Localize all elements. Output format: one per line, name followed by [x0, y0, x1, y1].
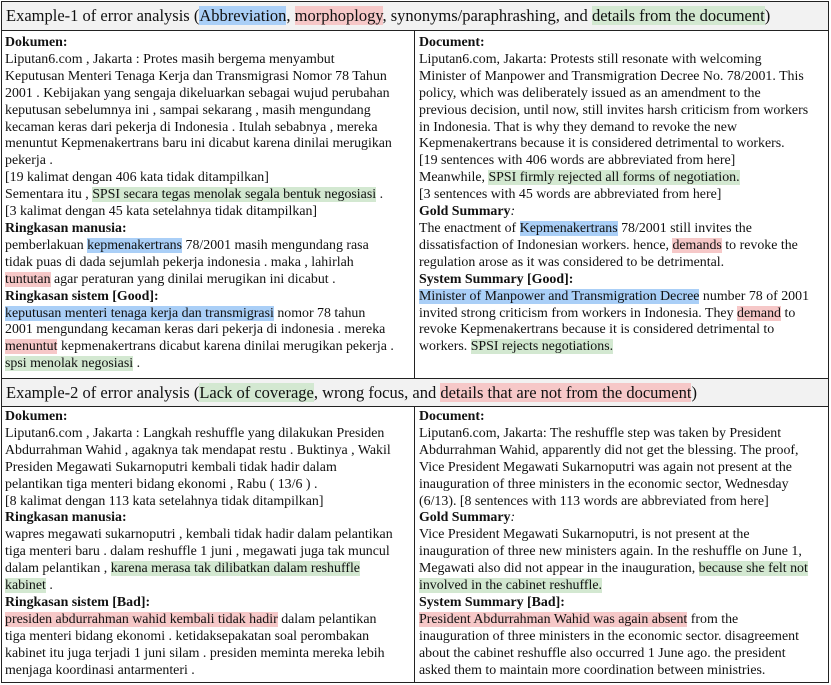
- document-line: [3 kalimat dengan 45 kata setelahnya tidak ditampilkan]: [5, 204, 318, 220]
- document-line: [419, 170, 828, 187]
- document-line: inauguration of three ministers in the economic sector, Wednesday: [419, 476, 789, 492]
- system-summary-label: Ringkasan sistem [Good]:: [5, 288, 159, 304]
- summary-line: asked them to maintain more coordination between ministries.: [419, 662, 766, 678]
- document-line: [19 kalimat dengan 406 kata tidak ditampilkan]: [5, 170, 269, 186]
- text: invited strong criticism from workers in Indonesia. They: [419, 305, 738, 321]
- text: 78/2001 masih mengundang rasa: [182, 237, 369, 253]
- text: workers.: [419, 339, 471, 355]
- summary-line: [419, 238, 828, 255]
- summary-line: [419, 306, 828, 323]
- summary-line: tidak puas di dada sejumlah pekerja indonesia . maka , lahirlah: [5, 254, 354, 270]
- document-line: Liputan6.com , Jakarta : Protes masih bergema menyambut: [5, 51, 335, 67]
- highlight-green: spsi menolak negosiasi: [5, 356, 134, 372]
- text: Sementara itu ,: [5, 187, 93, 203]
- highlight-green: SPSI firmly rejected all forms of negotiation.: [488, 170, 740, 186]
- label-colon: :: [510, 204, 516, 220]
- document-line: Abdurrahman Wahid , agaknya tak mendapat restu . Buktinya , Wakil: [5, 442, 391, 458]
- summary-line: [5, 238, 414, 255]
- summary-line: [419, 289, 828, 306]
- summary-line: [419, 221, 828, 238]
- document-line: [8 kalimat dengan 113 kata setelahnya tidak ditampilkan]: [5, 493, 324, 509]
- dokumen-label: Dokumen:: [5, 35, 68, 50]
- example1-header: [2, 2, 828, 31]
- document-line: Liputan6.com, Jakarta: Protests still resonate with welcoming: [419, 51, 762, 67]
- text: The enactment of: [419, 220, 520, 236]
- text: kepmenakertrans dicabut karena dinilai merugikan pekerja .: [57, 339, 394, 355]
- summary-line: [419, 612, 828, 629]
- document-line: Presiden Megawati Sukarnoputri kembali tidak hadir dalam: [5, 459, 337, 475]
- highlight-red: menuntut: [5, 339, 58, 355]
- header-text: , synonyms/paraphrashing, and: [382, 6, 592, 25]
- label-text: Gold Summary: [419, 204, 511, 220]
- summary-line: 2001 mengundang kecaman keras dari pekerja di indonesia . mereka: [5, 322, 386, 338]
- document-line: pekerja .: [5, 153, 53, 169]
- header-text: , wrong focus, and: [313, 383, 441, 402]
- example1-indonesian-cell: [2, 31, 415, 378]
- summary-line: tiga menteri baru . dalam reshuffle 1 juni , megawati juga tak muncul: [5, 544, 390, 560]
- system-summary-label: System Summary [Bad]:: [419, 594, 565, 610]
- text: number 78 of 2001: [699, 288, 810, 304]
- error-analysis-table: [1, 1, 829, 683]
- highlight-green: karena merasa tak dilibatkan dalam reshuffle: [110, 561, 360, 577]
- header-text: ): [691, 383, 697, 402]
- gold-summary-label: [419, 204, 828, 221]
- summary-line: [419, 339, 828, 356]
- summary-line: [5, 306, 414, 323]
- document-line: kecaman keras dari pekerja di Indonesia . Itulah sebabnya , mereka: [5, 119, 378, 135]
- document-line: policy, which was deliberately issued as an amendment to the: [419, 85, 761, 101]
- header-text: ,: [286, 6, 295, 25]
- document-line: 2001 . Kebijakan yang sengaja dikeluarkan sebagai wujud perubahan: [5, 85, 390, 101]
- highlight-blue: kepmenakertrans: [87, 237, 183, 253]
- label-colon: :: [510, 510, 516, 526]
- summary-line: regulation arose as it was considered to be detrimental.: [419, 254, 725, 270]
- document-line: Abdurrahman Wahid, apparently did not get the blessing. The proof,: [419, 442, 799, 458]
- summary-line: revoke Kepmenakertrans because it is considered detrimental to: [419, 322, 775, 338]
- highlight-green: kabinet: [5, 578, 46, 594]
- text: dalam pelantikan: [277, 611, 377, 627]
- summary-line: [5, 612, 414, 629]
- highlight-green: SPSI rejects negotiations.: [470, 339, 614, 355]
- summary-line: menjaga koordinasi antarmenteri .: [5, 662, 195, 678]
- highlight-blue: keputusan menteri tenaga kerja dan transmigrasi: [5, 305, 274, 321]
- document-line: keputusan sebelumnya ini , sampai sekarang , masih mengundang: [5, 102, 371, 118]
- document-line: Kepmenakertrans because it is considered detrimental to workers.: [419, 136, 785, 152]
- document-line: Vice President Megawati Sukarnoputri was again not present at the: [419, 459, 792, 475]
- summary-line: [5, 339, 414, 356]
- highlight-abbreviation: Abbreviation: [199, 6, 287, 25]
- example2-indonesian-cell: [2, 407, 415, 682]
- highlight-coverage: Lack of coverage: [199, 383, 314, 402]
- text: .: [133, 356, 141, 372]
- example2-english-cell: [415, 407, 828, 682]
- text: pemberlakuan: [5, 237, 88, 253]
- summary-line: [419, 578, 828, 595]
- highlight-green: involved in the cabinet reshuffle.: [419, 578, 602, 594]
- document-line: previous decision, until now, still invites harsh criticism from workers: [419, 102, 809, 118]
- highlight-green: because she felt not: [698, 561, 808, 577]
- summary-line: [5, 272, 414, 289]
- system-summary-label: System Summary [Good]:: [419, 271, 574, 287]
- summary-line: tiga menteri bidang ekonomi . ketidaksepakatan soal perombakan: [5, 628, 370, 644]
- highlight-red: tuntutan: [5, 271, 51, 287]
- highlight-blue: Kepmenakertrans: [519, 220, 618, 236]
- highlight-red: demand: [737, 305, 781, 321]
- document-line: (6/13). [8 sentences with 113 words are abbreviated from here]: [419, 493, 769, 509]
- document-line: Liputan6.com , Jakarta : Langkah reshuffle yang dilakukan Presiden: [5, 425, 385, 441]
- highlight-details: details from the document: [591, 6, 765, 25]
- highlight-blue: Minister of Manpower and Transmigration Decree: [419, 288, 700, 304]
- text: to: [781, 305, 796, 321]
- highlight-red: presiden abdurrahman wahid kembali tidak hadir: [5, 611, 278, 627]
- text: nomor 78 tahun: [273, 305, 366, 321]
- human-summary-label: Ringkasan manusia:: [5, 510, 127, 526]
- summary-line: wapres megawati sukarnoputri , kembali tidak hadir dalam pelantikan: [5, 527, 393, 543]
- summary-line: [5, 578, 414, 595]
- summary-line: [419, 561, 828, 578]
- highlight-morphology: morphoplogy: [294, 6, 383, 25]
- header-text: ): [764, 6, 771, 25]
- summary-line: [5, 356, 414, 373]
- highlight-green: SPSI secara tegas menolak segala bentuk negosiasi: [92, 187, 377, 203]
- header-text: Example-1 of error analysis (: [6, 6, 200, 25]
- text: Megawati also did not appear in the inauguration,: [419, 561, 699, 577]
- document-label: Document:: [419, 35, 485, 50]
- text: from the: [687, 611, 739, 627]
- document-line: Keputusan Menteri Tenaga Kerja dan Transmigrasi Nomor 78 Tahun: [5, 68, 387, 84]
- highlight-red: demands: [672, 237, 722, 253]
- summary-line: Vice President Megawati Sukarnoputri, is not present at the: [419, 527, 750, 543]
- document-line: menuntut Kepmenakertrans baru ini dicabut karena dinilai merugikan: [5, 136, 392, 152]
- example1-english-cell: [415, 31, 828, 378]
- example2-header: [2, 378, 828, 407]
- system-summary-label: Ringkasan sistem [Bad]:: [5, 594, 151, 610]
- summary-line: inauguration of three ministers in the economic sector. disagreement: [419, 628, 799, 644]
- text: .: [45, 578, 53, 594]
- document-line: [5, 187, 414, 204]
- text: Meanwhile,: [419, 170, 489, 186]
- summary-line: [5, 561, 414, 578]
- document-line: pelantikan tiga menteri bidang ekonomi , Rabu ( 13/6 ) .: [5, 476, 318, 492]
- label-text: Gold Summary: [419, 510, 511, 526]
- text: agar peraturan yang dinilai merugikan ini dicabut .: [50, 271, 336, 287]
- summary-line: inauguration of three new ministers again. In the reshuffle on June 1,: [419, 544, 802, 560]
- text: .: [376, 187, 384, 203]
- gold-summary-label: [419, 510, 828, 527]
- document-line: Minister of Manpower and Transmigration Decree No. 78/2001. This: [419, 68, 804, 84]
- dokumen-label: Dokumen:: [5, 409, 68, 424]
- text: 78/2001 still invites the: [617, 220, 752, 236]
- text: dalam pelantikan ,: [5, 561, 111, 577]
- summary-line: about the cabinet reshuffle also occurred 1 June ago. the president: [419, 645, 786, 661]
- document-line: [19 sentences with 406 words are abbreviated from here]: [419, 153, 736, 169]
- human-summary-label: Ringkasan manusia:: [5, 220, 127, 236]
- header-text: Example-2 of error analysis (: [6, 383, 200, 402]
- text: to revoke the: [721, 237, 798, 253]
- text: dissatisfaction of Indonesian workers. hence,: [419, 237, 673, 253]
- summary-line: kabinet itu juga terjadi 1 juni silam . presiden meminta mereka lebih: [5, 645, 385, 661]
- document-label: Document:: [419, 409, 485, 424]
- highlight-not-from-document: details that are not from the document: [440, 383, 692, 402]
- document-line: [3 sentences with 45 words are abbreviated from here]: [419, 187, 722, 203]
- document-line: Liputan6.com, Jakarta: The reshuffle step was taken by President: [419, 425, 782, 441]
- document-line: in Indonesia. That is why they demand to revoke the new: [419, 119, 737, 135]
- highlight-red: President Abdurrahman Wahid was again absent: [419, 611, 688, 627]
